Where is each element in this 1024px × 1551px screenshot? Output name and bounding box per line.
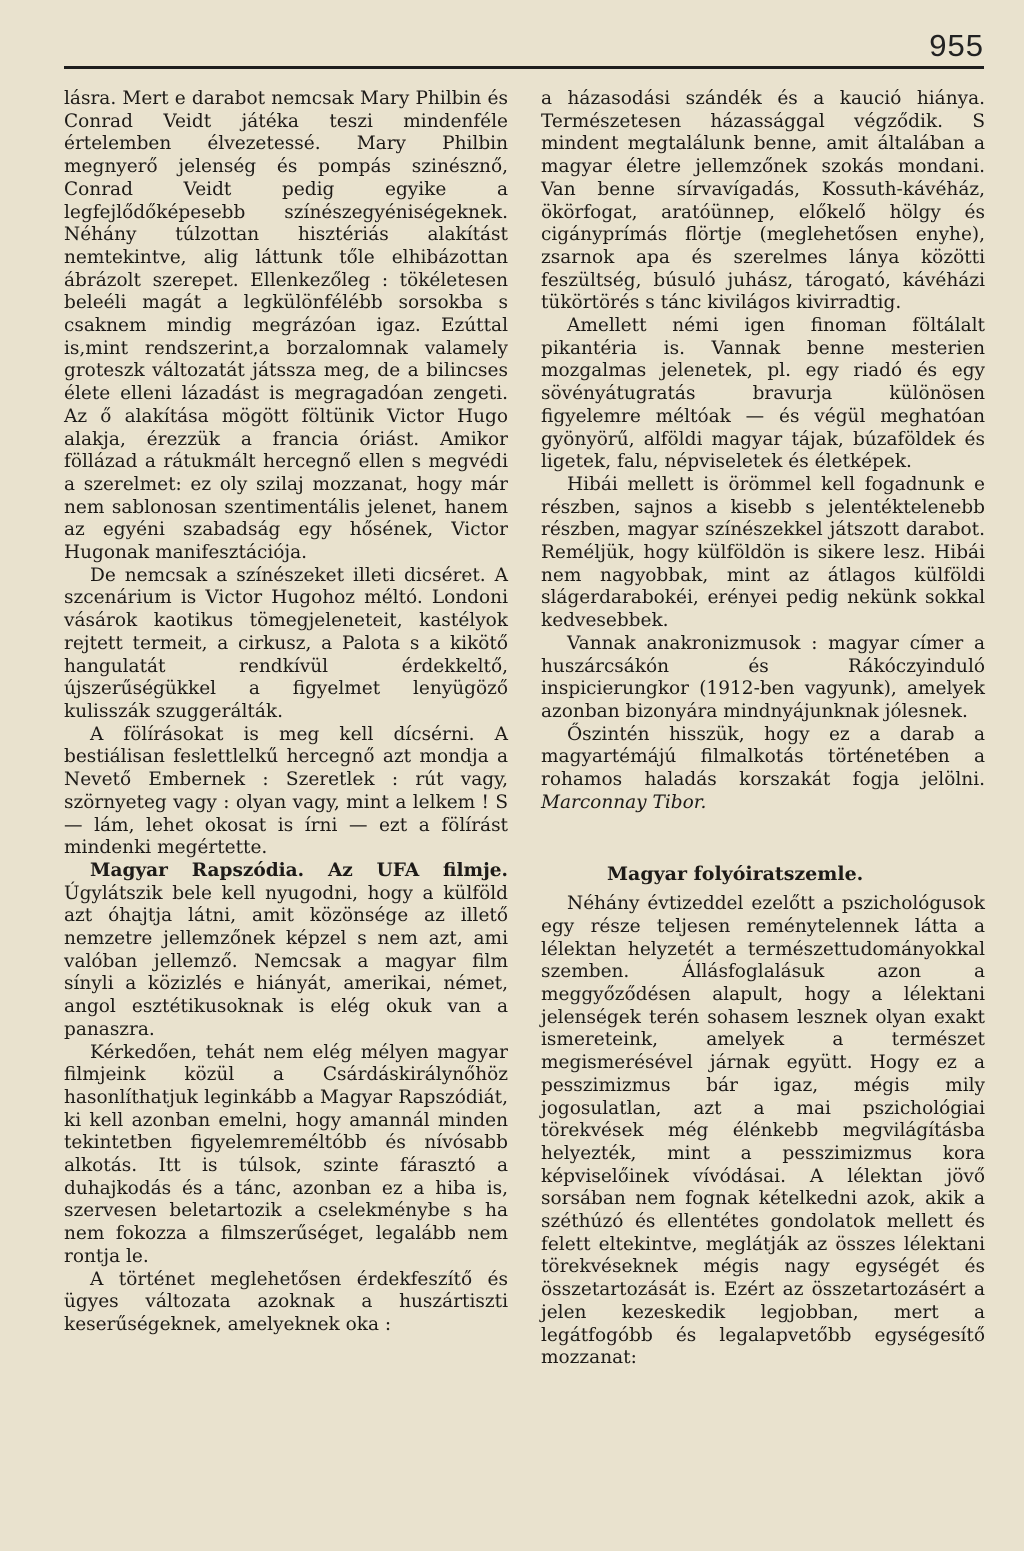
left-paragraph-2: De nemcsak a színészeket illeti dicséret. A szcenárium is Victor Hugohoz méltó. Londoni vásárok kaotikus tömegjeleneteit, kastélyok rejtett termeit, a cirkusz, a Palota s a kikötő hangulatát rendkívül érdekkeltő, újszerűségükkel a figyelmet lenyügöző kulisszák szuggerálták. bbox=[64, 564, 508, 722]
right-paragraph-3: Hibái mellett is örömmel kell fogadnunk e részben, sajnos a kisebb s jelentéktelenebb részben, magyar színészekkel játszott darabot. Reméljük, hogy külföldön is sikere lesz. Hibái nem nagyobbak, mint az átlagos külföldi slágerdarabokéi, erényei pedig nekünk sokkal kedvesebbek. bbox=[541, 473, 985, 632]
right-column bbox=[541, 88, 985, 1370]
left-paragraph-3: A fölírásokat is meg kell dícsérni. A bestiálisan feslettlelkű hercegnő azt mondja a Nevető Embernek : Szeretlek : rút vagy, szörnyeteg vagy : olyan vagy, mint a lelkem ! S — lám, lehet okosat is írni — ezt a fölírást mindenki megértette. bbox=[64, 723, 508, 859]
page-number: 955 bbox=[929, 28, 984, 63]
left-paragraph-4 bbox=[64, 860, 508, 1042]
header-rule bbox=[64, 66, 984, 69]
right-paragraph-4: Vannak anakronizmusok : magyar címer a huszárcsákón és Rákóczyinduló inspicierungkor (1912-ben vagyunk), amelyek azonban bizonyára mindnyájunknak jólesnek. bbox=[541, 632, 985, 722]
section-heading: Magyar folyóiratszemle. bbox=[607, 862, 864, 885]
right-paragraph-1: a házasodási szándék és a kaució hiánya. Természetesen házassággal végződik. S mindent megtalálunk benne, amit általában a magyar életre jellemzőnek szokás mondani. Van benne sírvavígadás, Kossuth-kávéház, ökörfogat, aratóünnep, előkelő hölgy és cigányprímás flörtje (meglehetősen enyhe), zsarnok apa és szerelmes lánya közötti feszültség, búsuló juhász, tárogató, kávéházi tükörtörés s tánc kivilágos kivirradtig. bbox=[541, 88, 985, 314]
right-paragraph-2: Amellett némi igen finoman föltálalt pikantéria is. Vannak benne mesterien mozgalmas jelenetek, pl. egy riadó és egy sövényátugratás bravurja különösen figyelemre méltóak — és végül meghatóan gyönyörű, alföldi magyar tájak, búzaföldek és ligetek, falu, népviseletek és életképek. bbox=[541, 315, 985, 473]
right-paragraph-5-text: Őszintén hisszük, hogy ez a darab a magyartémájú filmalkotás történetében a rohamos haladás korszakát fogja jelölni. bbox=[541, 723, 985, 791]
right-paragraph-5 bbox=[541, 724, 985, 815]
left-paragraph-4-text: Úgylátszik bele kell nyugodni, hogy a külföld azt óhajtja látni, amit közönsége az illető nemzetre jellemzőnek képzel s nem azt, ami valóban jellemző. Nemcsak a magyar film sínyli a közizlés e hiányát, amerikai, német, angol esztétikusoknak is elég okuk van a panaszra. bbox=[64, 882, 508, 1040]
film-title-magyar-rapszodia: Magyar Rapszódia. Az UFA filmje. bbox=[90, 859, 508, 881]
left-paragraph-5: Kérkedően, tehát nem elég mélyen magyar filmjeink közül a Csárdáskirálynőhöz hasonlíthatjuk leginkább a Magyar Rapszódiát, ki kell azonban emelni, hogy amannál minden tekintetben figyelemreméltóbb és nívósabb alkotás. Itt is túlsok, szinte fárasztó a duhajkodás és a tánc, azonban ez a hiba is, szervesen beletartozik a cselekménybe s ha nem fokozza a filmszerűséget, legalább nem rontja le. bbox=[64, 1041, 508, 1267]
left-paragraph-6: A történet meglehetősen érdekfeszítő és ügyes változata azoknak a huszártiszti keserűségeknek, amelyeknek oka : bbox=[64, 1268, 508, 1335]
right-paragraph-6: Néhány évtizeddel ezelőtt a pszichológusok egy része teljesen reménytelennek látta a lélektan helyzetét a természettudományokkal szemben. Állásfoglalásuk azon a meggyőződésen alapult, hogy a lélektani jelenségek terén sohasem lesznek olyan exakt ismereteink, amelyek a természet megismerésével járnak együtt. Hogy ez a pesszimizmus bár igaz, mégis mily jogosulatlan, azt a mai pszichológiai törekvések még élénkebb megvilágításba helyezték, mint a pesszimizmus kora képviselőinek vívódásai. A lélektan jövő sorsában nem fognak kételkedni azok, akik a széthúzó és ellentétes gondolatok mellett és felett eltekintve, meglátják az összes lélektani törekvéseknek mégis nagy egységét és összetartozását is. Ezért az összetartozásért a jelen kezeskedik legjobban, mert a legátfogóbb és legalapvetőbb egységesítő mozzanat: bbox=[541, 893, 985, 1369]
author-signature: Marconnay Tibor. bbox=[541, 791, 707, 813]
left-paragraph-1: lásra. Mert e darabot nemcsak Mary Philbin és Conrad Veidt játéka teszi mindenféle értelemben élvezetessé. Mary Philbin megnyerő jelenség és pompás szinésznő, Conrad Veidt pedig egyike a legfejlődőképesebb színészegyéniségeknek. Néhány túlzottan hisztériás alakítást nemtekintve, alig láttunk tőle elhibázottan ábrázolt szerepet. Ellenkezőleg : tökéletesen beleéli magát a legkülönfélébb sorsokba s csaknem mindig megrázóan igaz. Ezúttal is,mint rendszerint,a borzalomnak valamely groteszk változatát játssza meg, de a bilincses élete elleni lázadást is megragadóan zengeti. Az ő alakítása mögött föltünik Victor Hugo alakja, érezzük a francia óriást. Amikor föllázad a rátukmált hercegnő ellen s megvédi a szerelmet: ez oly szilaj mozzanat, hogy már nem sablonosan szentimentális jelenet, hanem az egyéni szabadság egy hősének, Victor Hugonak manifesztációja. bbox=[64, 88, 508, 564]
left-column bbox=[64, 88, 508, 1337]
